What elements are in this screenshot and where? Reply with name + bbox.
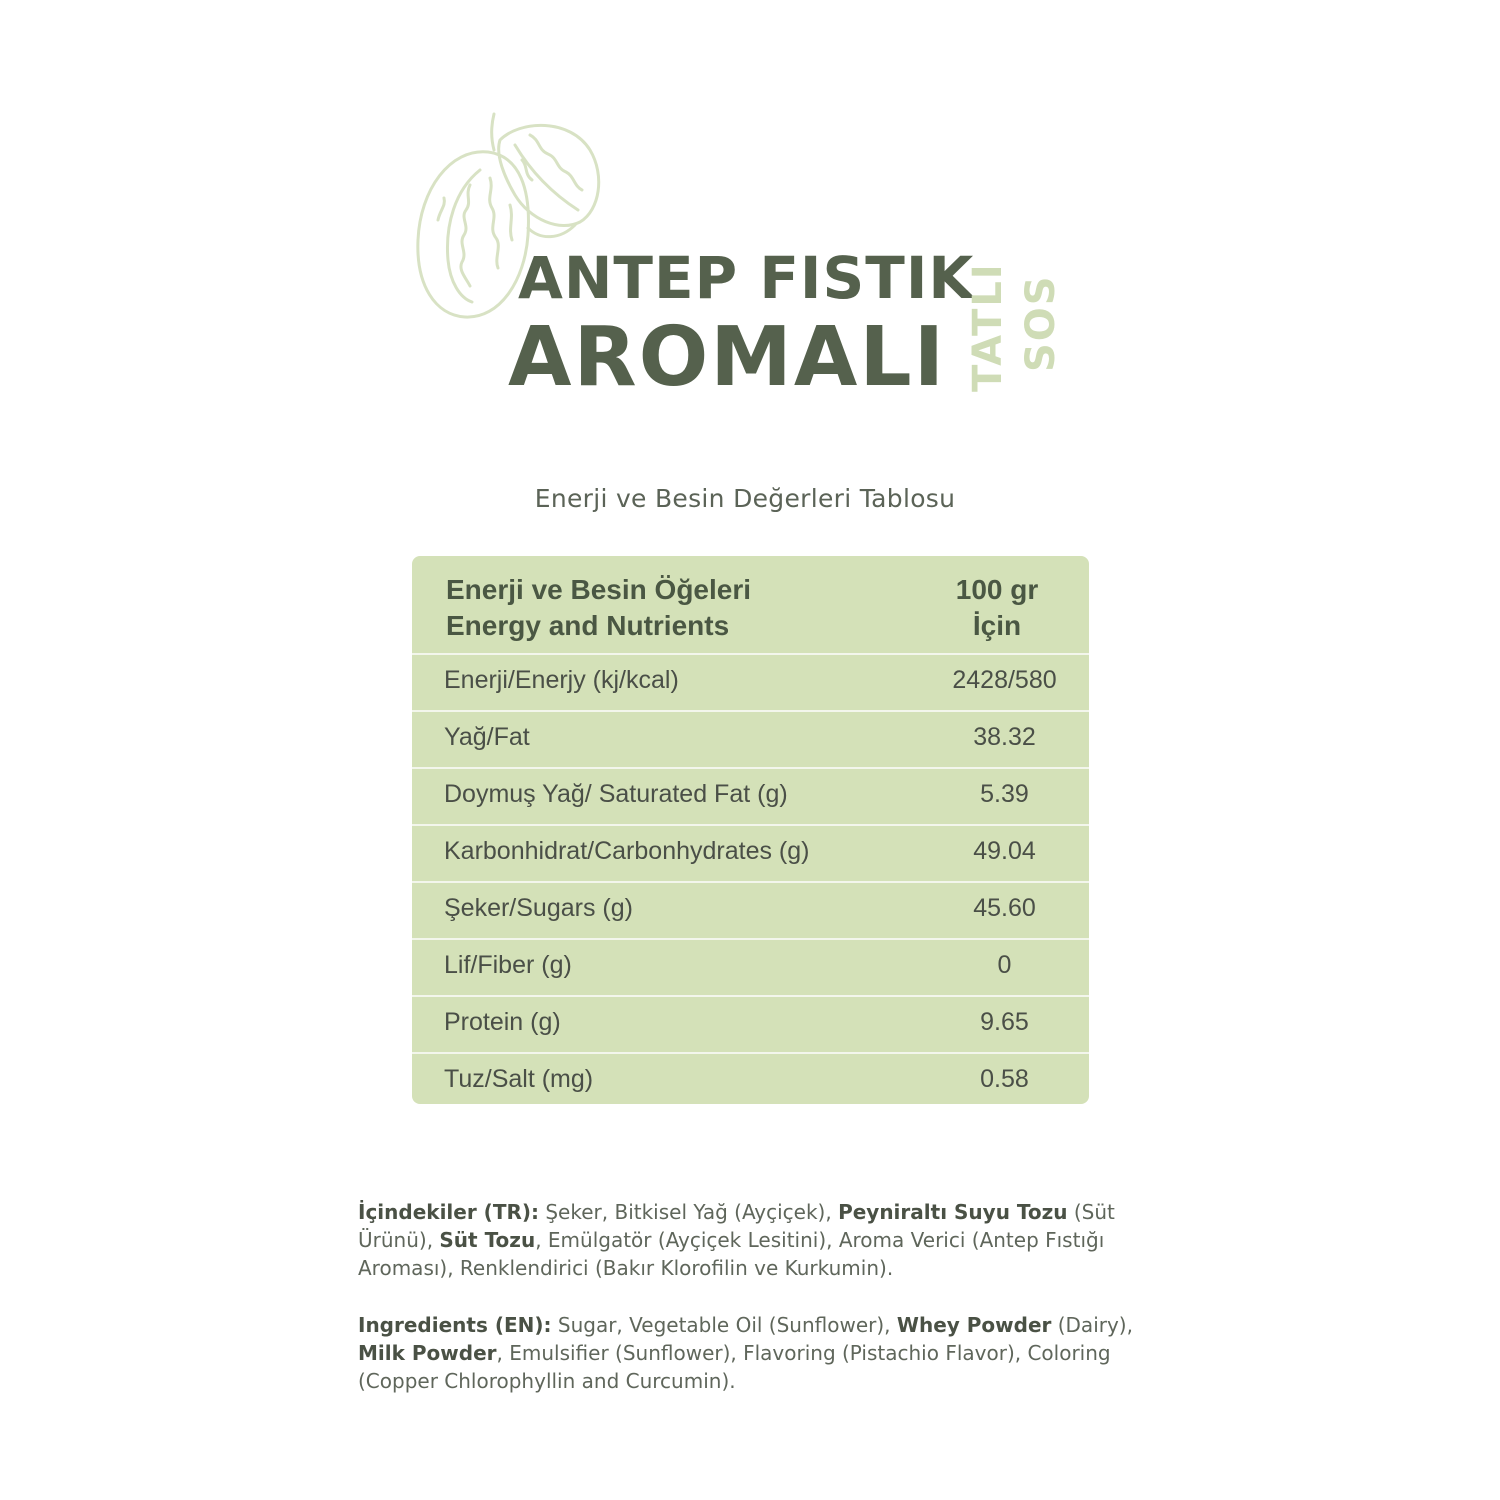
ingredients-tr-bold-2: Süt Tozu xyxy=(439,1228,536,1252)
header-nutrients-en: Energy and Nutrients xyxy=(446,610,730,641)
brand-vertical-sos: SOS xyxy=(1018,274,1064,372)
ingredients-tr-text-2: (Süt Ürünü), xyxy=(358,1200,1115,1252)
brand-vertical-tatli: TATLI xyxy=(965,262,1011,392)
ingredients-en-text-1: Sugar, Vegetable Oil (Sunflower), xyxy=(551,1313,897,1337)
row-label: Tuz/Salt (mg) xyxy=(444,1065,594,1093)
row-value: 9.65 xyxy=(980,1008,1029,1036)
table-row xyxy=(412,883,1089,940)
header-per-100g-line-2: İçin xyxy=(972,610,1022,641)
row-value: 0.58 xyxy=(980,1065,1029,1093)
row-value: 2428/580 xyxy=(952,666,1057,694)
header-per-100g-line-1: 100 gr xyxy=(955,574,1039,605)
table-row xyxy=(412,940,1089,997)
row-value: 5.39 xyxy=(980,780,1029,808)
row-value: 45.60 xyxy=(973,894,1036,922)
table-title: Enerji ve Besin Değerleri Tablosu xyxy=(534,484,956,513)
table-row xyxy=(412,1054,1089,1104)
ingredients-tr-label: İçindekiler (TR): xyxy=(358,1200,539,1224)
brand-title-line-2: AROMALI xyxy=(508,310,947,405)
header-nutrients-tr: Enerji ve Besin Öğeleri xyxy=(446,574,752,605)
header-per-100g xyxy=(932,572,1062,644)
ingredients-tr xyxy=(358,1198,1158,1282)
ingredients-en xyxy=(358,1311,1158,1395)
ingredients-en-text-3: , Emulsifier (Sunflower), Flavoring (Pistachio Flavor), Coloring (Copper Chlorophyllin and Curcumin). xyxy=(358,1341,1111,1393)
row-label: Lif/Fiber (g) xyxy=(444,951,572,979)
ingredients-en-text-2: (Dairy), xyxy=(1051,1313,1133,1337)
brand-title-line-1: ANTEP FISTIK xyxy=(518,244,975,312)
row-value: 38.32 xyxy=(973,723,1036,751)
row-label: Protein (g) xyxy=(444,1008,561,1036)
table-row xyxy=(412,997,1089,1054)
table-row xyxy=(412,655,1089,712)
table-row xyxy=(412,826,1089,883)
ingredients-tr-text-3: , Emülgatör (Ayçiçek Lesitini), Aroma Verici (Antep Fıstığı Aroması), Renklendirici (Bakır Klorofilin ve Kurkumin). xyxy=(358,1228,1105,1280)
nutrition-table-header xyxy=(412,556,1089,655)
ingredients-en-bold-1: Whey Powder xyxy=(896,1313,1052,1337)
ingredients-tr-text-1: Şeker, Bitkisel Yağ (Ayçiçek), xyxy=(539,1200,839,1224)
row-value: 49.04 xyxy=(973,837,1036,865)
ingredients-tr-bold-1: Peyniraltı Suyu Tozu xyxy=(838,1200,1068,1224)
row-label: Yağ/Fat xyxy=(444,723,530,751)
nutrition-table xyxy=(412,556,1089,1104)
row-label: Şeker/Sugars (g) xyxy=(444,894,633,922)
row-label: Enerji/Enerjy (kj/kcal) xyxy=(444,666,679,694)
row-label: Karbonhidrat/Carbonhydrates (g) xyxy=(444,837,810,865)
ingredients-en-label: Ingredients (EN): xyxy=(358,1313,552,1337)
table-row xyxy=(412,712,1089,769)
table-row xyxy=(412,769,1089,826)
header-nutrients xyxy=(446,572,751,644)
row-value: 0 xyxy=(997,951,1012,979)
row-label: Doymuş Yağ/ Saturated Fat (g) xyxy=(444,780,788,808)
ingredients-en-bold-2: Milk Powder xyxy=(358,1341,497,1365)
